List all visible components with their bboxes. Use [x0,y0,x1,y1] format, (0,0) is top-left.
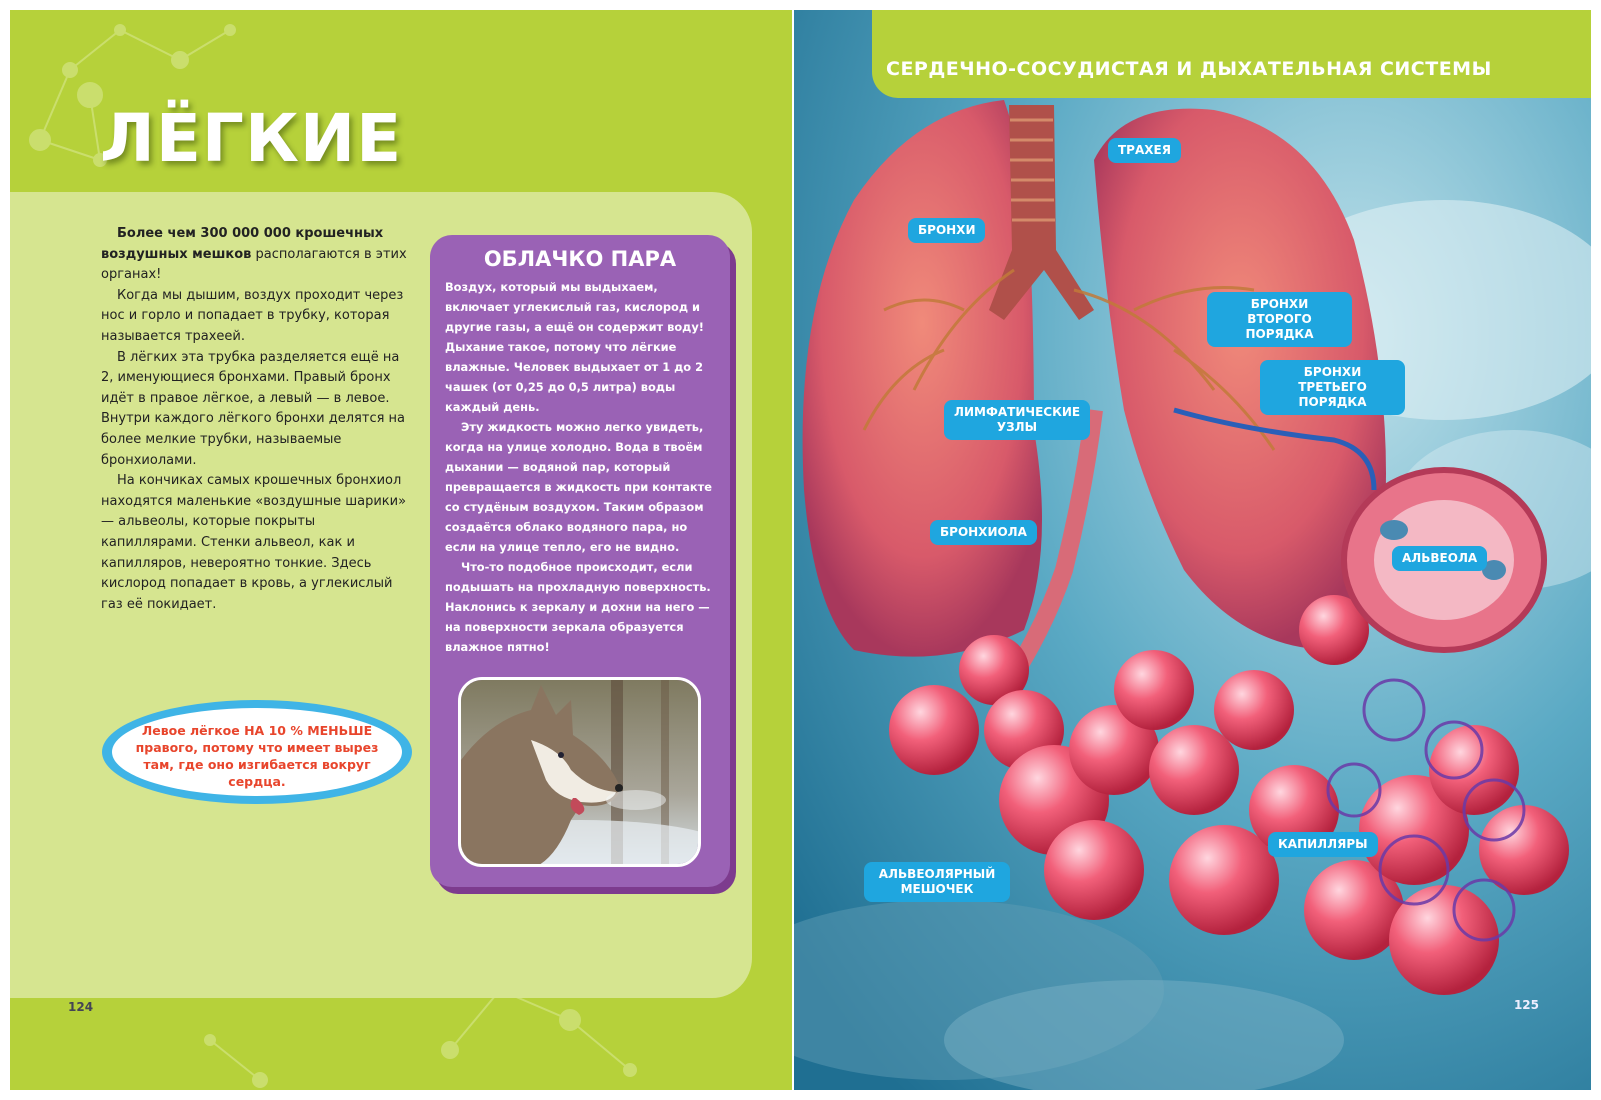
sidebar-paragraph: Что-то подобное происходит, если подышать на прохладную поверхность. Наклонись к зеркалу и дохни на него — на поверхности зеркала образуется влажное пятно! [445,560,711,654]
header-band [872,10,1591,98]
label-bronchi-third: БРОНХИ ТРЕТЬЕГО ПОРЯДКА [1260,360,1405,415]
sidebar-paragraph: Эту жидкость можно легко увидеть, когда на улице холодно. Вода в твоём дыхании — водяной пар, который превращается в жидкость при контакте со студёным воздухом. Таким образом создаётся облако водяного пара, но если на улице тепло, его не видно. [445,420,712,554]
sidebar-text [445,277,717,657]
label-bronchi: БРОНХИ [908,218,985,243]
label-alveola: АЛЬВЕОЛА [1392,546,1487,571]
intro-rest: располагаются в этих органах! [101,246,407,283]
label-alveolar-sac: АЛЬВЕОЛЯРНЫЙ МЕШОЧЕК [864,862,1010,902]
label-bronchi-second: БРОНХИ ВТОРОГО ПОРЯДКА [1207,292,1352,347]
page-title: ЛЁГКИЕ [100,100,403,177]
sidebar-paragraph: Воздух, который мы выдыхаем, включает углекислый газ, кислород и другие газы, а ещё он содержит воду! Дыхание такое, потому что лёгкие влажные. Человек выдыхает от 1 до 2 чашек (от 0,25 до 0,5 литра) воды каждый день. [445,280,704,414]
label-bronchiole: БРОНХИОЛА [930,520,1037,545]
page-number-right: 125 [1513,998,1539,1012]
section-header: СЕРДЕЧНО-СОСУДИСТАЯ И ДЫХАТЕЛЬНАЯ СИСТЕМЫ [886,58,1492,80]
left-page [10,10,792,1090]
book-spread [10,10,1591,1090]
label-trachea: ТРАХЕЯ [1108,138,1181,163]
husky-photo [458,677,701,867]
main-text [101,224,411,615]
sidebar-title: ОБЛАЧКО ПАРА [483,247,677,271]
intro-bold: Более чем 300 000 000 крошечных воздушных мешков [101,226,384,262]
steam-sidebar [430,235,730,887]
intro-paragraph [101,224,411,286]
fact-text: Левое лёгкое НА 10 % МЕНЬШЕ правого, потому что имеет вырез там, где оно изгибается вокруг сердца. [135,723,379,789]
paragraph: В лёгких эта трубка разделяется ещё на 2, именующиеся бронхами. Правый бронх идёт в правое лёгкое, а левый — в левое. Внутри каждого лёгкого бронхи делятся на более мелкие трубки, называемые бронхиолами. [101,349,406,468]
label-capillaries: КАПИЛЛЯРЫ [1268,832,1378,857]
page-number-left: 124 [68,1000,94,1014]
right-page [794,10,1591,1090]
label-lymph-nodes: ЛИМФАТИЧЕСКИЕ УЗЛЫ [944,400,1090,440]
paragraph: Когда мы дышим, воздух проходит через нос и горло и попадает в трубку, которая называется трахеей. [101,287,404,344]
paragraph: На кончиках самых крошечных бронхиол находятся маленькие «воздушные шарики» — альвеолы, которые покрыты капиллярами. Стенки альвеол, как и капилляров, невероятно тонкие. Здесь кислород попадает в кровь, а углекислый газ её покидает. [101,473,407,612]
